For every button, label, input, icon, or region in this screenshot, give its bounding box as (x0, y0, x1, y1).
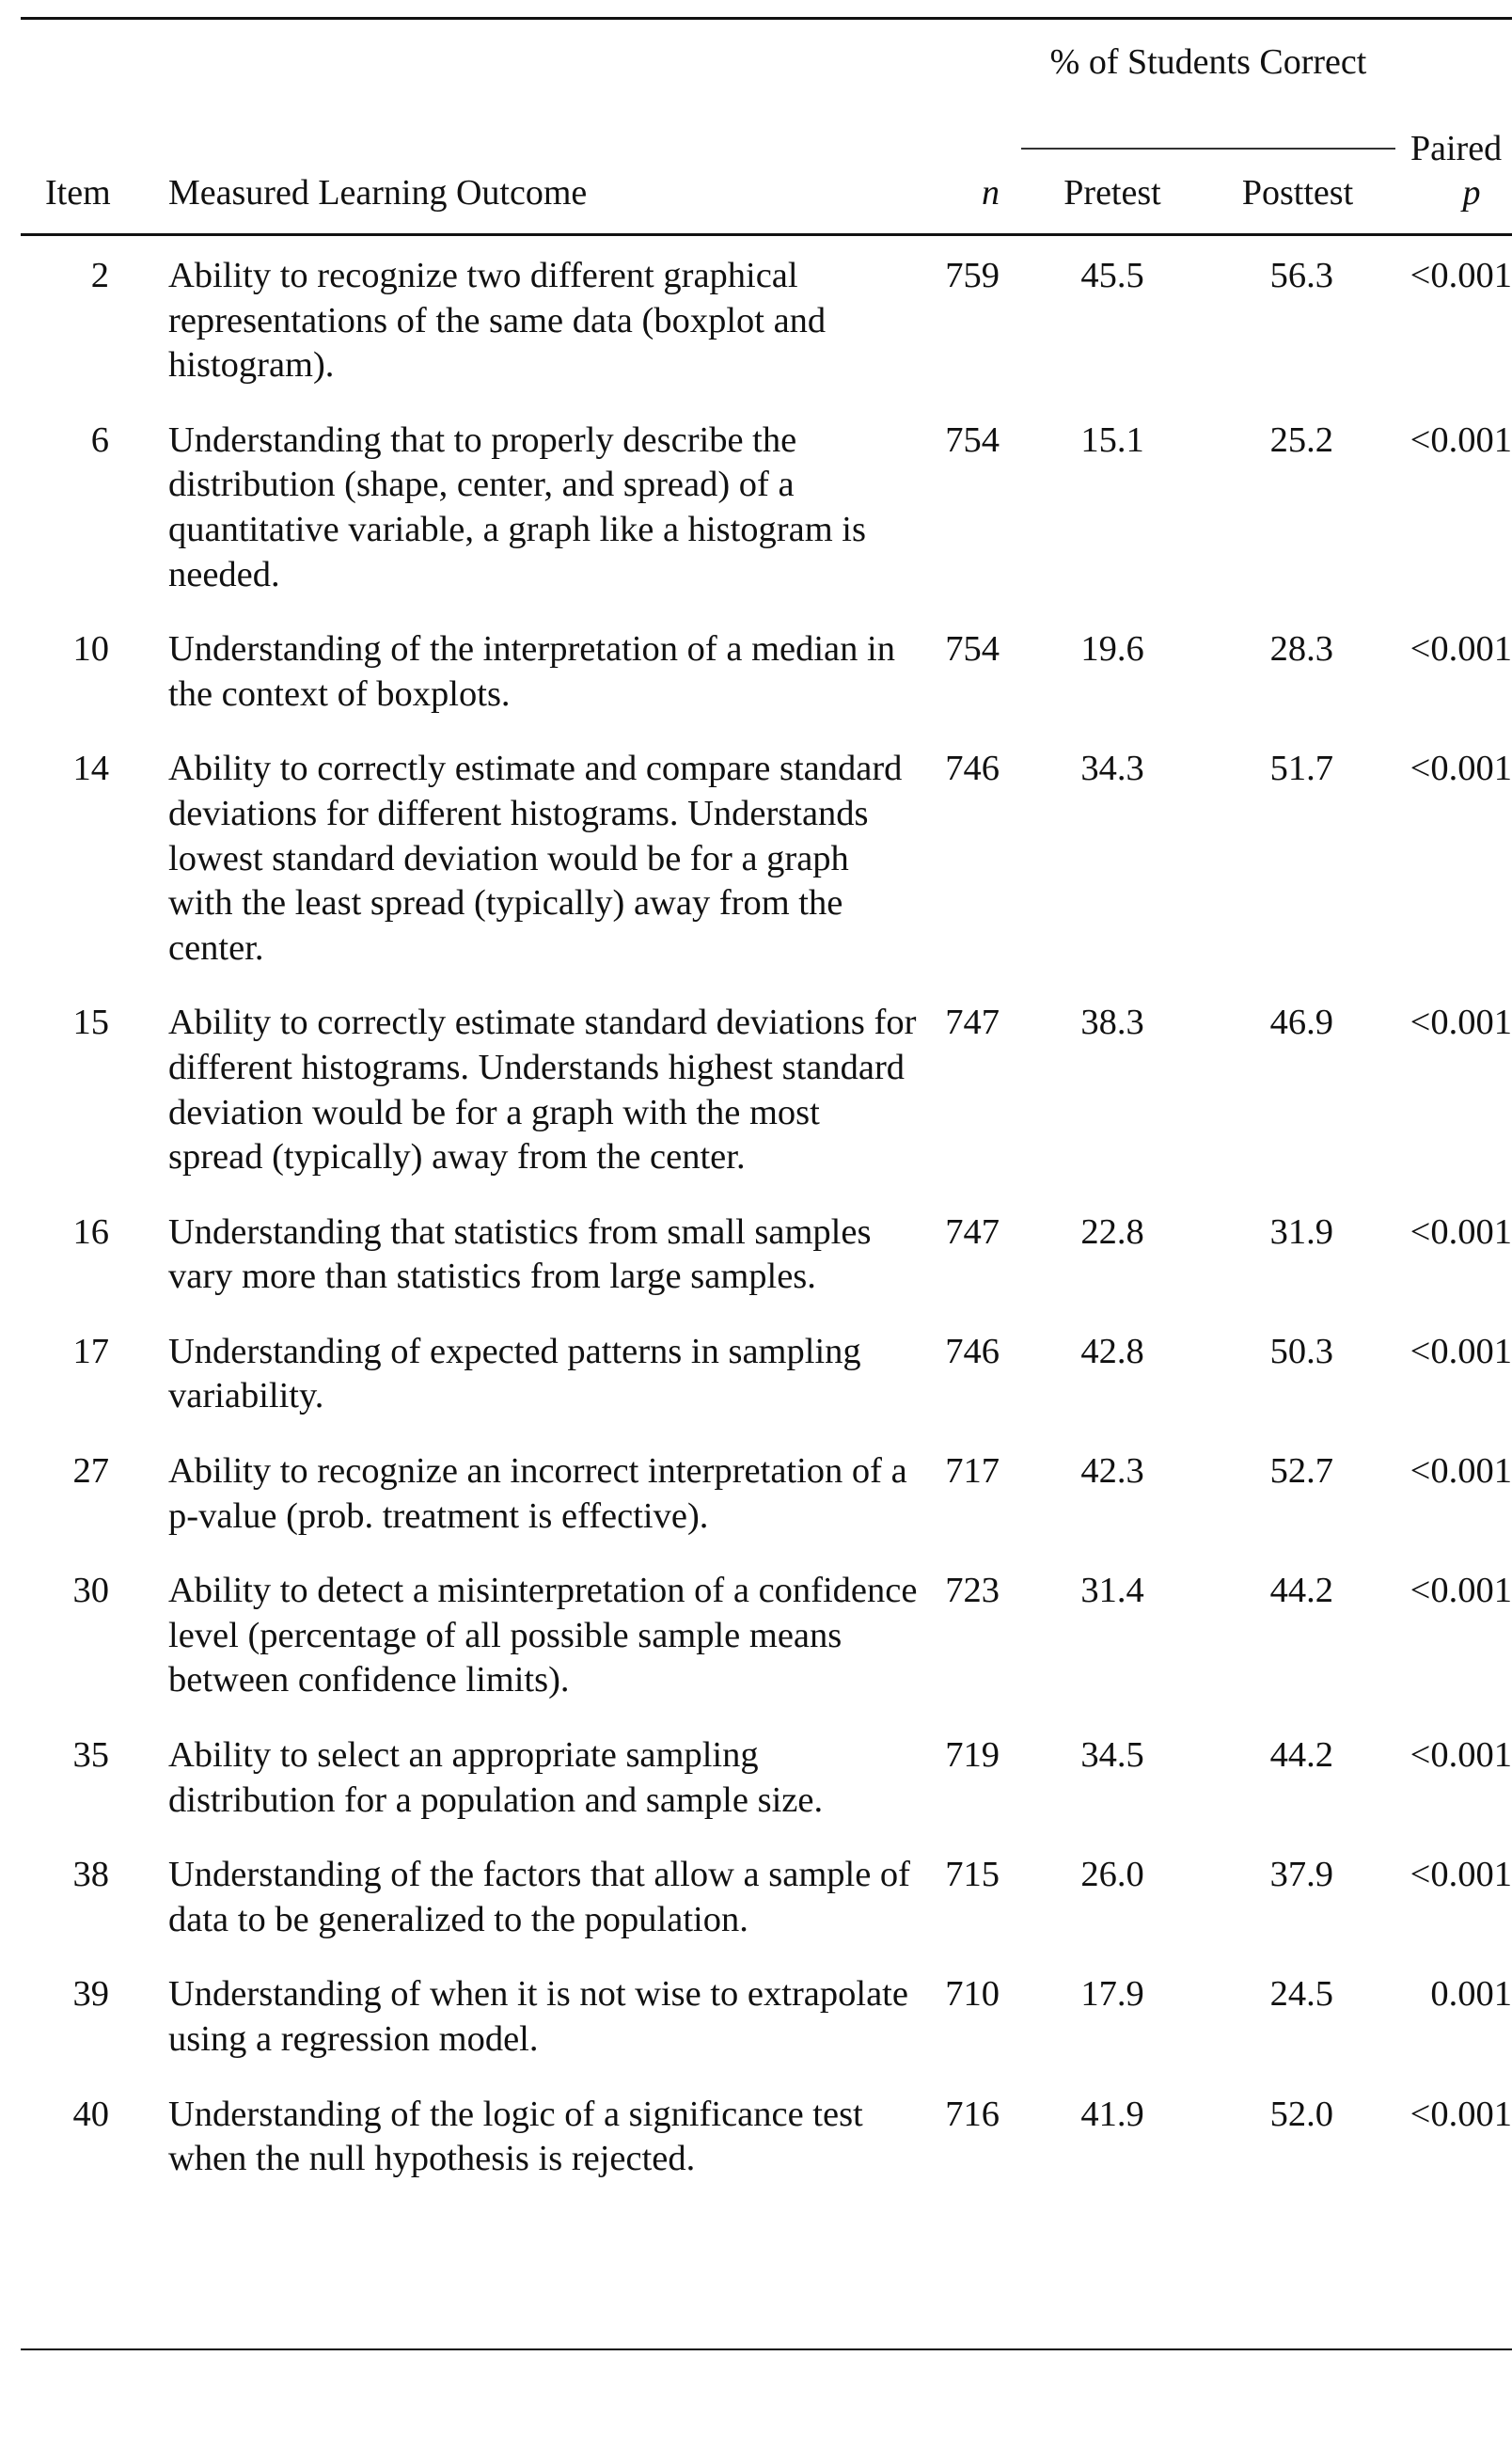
learning-outcome: Ability to detect a misinterpretation of a confidence level (percentage of all possible sample means between confidence limits). (168, 1571, 918, 1700)
item-number: 15 (72, 1003, 109, 1043)
header-outcome: Measured Learning Outcome (168, 173, 588, 213)
posttest-percent: 28.3 (1269, 629, 1333, 670)
item-number: 35 (72, 1735, 109, 1776)
posttest-percent: 37.9 (1269, 1855, 1333, 1895)
sample-size: 719 (945, 1735, 1000, 1776)
p-value: <0.001 (1410, 1451, 1512, 1492)
pretest-percent: 45.5 (1080, 256, 1144, 295)
item-number: 14 (72, 749, 109, 789)
posttest-percent: 24.5 (1269, 1974, 1333, 2015)
sample-size: 717 (945, 1451, 1000, 1492)
learning-outcome: Understanding of expected patterns in sampling variability. (168, 1331, 861, 1416)
pretest-percent: 15.1 (1080, 419, 1144, 460)
item-number: 39 (72, 1974, 109, 2015)
sample-size: 754 (945, 629, 1000, 670)
p-value: <0.001 (1410, 256, 1512, 295)
table-row (0, 1733, 1512, 1853)
table-row (0, 1853, 1512, 1972)
pretest-percent: 17.9 (1080, 1974, 1144, 2015)
posttest-percent: 25.2 (1269, 419, 1333, 460)
pretest-percent: 34.3 (1080, 749, 1144, 789)
posttest-percent: 46.9 (1269, 1003, 1333, 1043)
item-number: 17 (72, 1331, 109, 1371)
learning-outcome: Ability to correctly estimate and compare standard deviations for different histograms. Understands lowest standard deviation would be for a graph with the least spread (typically) away from the center. (168, 749, 903, 968)
p-value: <0.001 (1410, 2094, 1512, 2134)
posttest-percent: 50.3 (1269, 1331, 1333, 1371)
sample-size: 754 (945, 419, 1000, 460)
p-value: <0.001 (1410, 1331, 1512, 1371)
posttest-percent: 52.0 (1269, 2094, 1333, 2134)
table-row (0, 747, 1512, 1001)
header-n: n (982, 173, 1000, 213)
header-paired: Paired (1410, 129, 1503, 168)
sample-size: 746 (945, 1331, 1000, 1371)
learning-outcome: Understanding of when it is not wise to extrapolate using a regression model. (168, 1974, 908, 2059)
item-number: 27 (72, 1451, 109, 1492)
header-percent-correct-group: % of Students Correct (1049, 42, 1367, 82)
item-number: 10 (72, 629, 109, 670)
item-number: 16 (72, 1211, 109, 1252)
table-row (0, 1330, 1512, 1449)
pretest-percent: 31.4 (1080, 1571, 1144, 1611)
p-value: <0.001 (1410, 1003, 1512, 1043)
table-bottom-rule (21, 2348, 1512, 2350)
p-value: <0.001 (1410, 629, 1512, 670)
posttest-percent: 44.2 (1269, 1735, 1333, 1776)
item-number: 6 (90, 419, 109, 460)
sample-size: 710 (945, 1974, 1000, 2015)
table-row (0, 1569, 1512, 1733)
table-row (0, 419, 1512, 627)
header-item: Item (45, 173, 111, 213)
sample-size: 716 (945, 2094, 1000, 2134)
sample-size: 723 (945, 1571, 1000, 1611)
learning-outcome: Understanding of the interpretation of a median in the context of boxplots. (168, 629, 895, 714)
learning-outcome: Ability to select an appropriate sampling distribution for a population and sample size. (168, 1735, 824, 1820)
p-value: <0.001 (1410, 1855, 1512, 1895)
p-value: <0.001 (1410, 749, 1512, 789)
pretest-percent: 26.0 (1080, 1855, 1144, 1895)
p-value: <0.001 (1410, 1571, 1512, 1611)
p-value: <0.001 (1410, 1735, 1512, 1776)
posttest-percent: 52.7 (1269, 1451, 1333, 1492)
sample-size: 747 (945, 1211, 1000, 1252)
pretest-percent: 34.5 (1080, 1735, 1144, 1776)
item-number: 40 (72, 2094, 109, 2134)
learning-outcome: Ability to correctly estimate standard deviations for different histograms. Understands highest standard deviation would be for a graph with the most spread (typically) away from the center. (168, 1003, 917, 1178)
header-p: p (1462, 173, 1481, 213)
posttest-percent: 44.2 (1269, 1571, 1333, 1611)
table-row (0, 1001, 1512, 1210)
learning-outcome: Understanding of the logic of a significance test when the null hypothesis is rejected. (168, 2094, 863, 2179)
p-value: <0.001 (1410, 419, 1512, 460)
learning-outcome: Understanding that statistics from small samples vary more than statistics from large samples. (168, 1211, 872, 1297)
item-number: 2 (90, 256, 109, 295)
table-row (0, 2093, 1512, 2212)
table-row (0, 1210, 1512, 1330)
sample-size: 747 (945, 1003, 1000, 1043)
posttest-percent: 51.7 (1269, 749, 1333, 789)
table-row (0, 1972, 1512, 2092)
header-pretest: Pretest (1063, 173, 1161, 213)
header-group-underline (1021, 148, 1395, 150)
table-row (0, 254, 1512, 419)
p-value: 0.001 (1430, 1974, 1512, 2015)
pretest-percent: 19.6 (1080, 629, 1144, 670)
table-body (0, 254, 1512, 2212)
pretest-percent: 22.8 (1080, 1211, 1144, 1252)
table-row (0, 1449, 1512, 1569)
table-top-rule (21, 17, 1512, 20)
sample-size: 759 (945, 256, 1000, 295)
pretest-percent: 41.9 (1080, 2094, 1144, 2134)
sample-size: 715 (945, 1855, 1000, 1895)
table-row (0, 627, 1512, 747)
learning-outcome: Understanding of the factors that allow a sample of data to be generalized to the population. (168, 1855, 911, 1939)
pretest-percent: 42.8 (1080, 1331, 1144, 1371)
posttest-percent: 56.3 (1269, 256, 1333, 295)
item-number: 30 (72, 1571, 109, 1611)
item-number: 38 (72, 1855, 109, 1895)
header-posttest: Posttest (1241, 173, 1354, 213)
learning-outcome: Ability to recognize an incorrect interpretation of a p-value (prob. treatment is effective). (168, 1451, 907, 1536)
pretest-percent: 42.3 (1080, 1451, 1144, 1492)
learning-outcome: Understanding that to properly describe the distribution (shape, center, and spread) of a quantitative variable, a graph like a histogram is needed. (168, 419, 866, 594)
posttest-percent: 31.9 (1269, 1211, 1333, 1252)
learning-outcome: Ability to recognize two different graphical representations of the same data (boxplot and histogram). (168, 256, 827, 386)
sample-size: 746 (945, 749, 1000, 789)
pretest-percent: 38.3 (1080, 1003, 1144, 1043)
p-value: <0.001 (1410, 1211, 1512, 1252)
header-bottom-rule (21, 233, 1512, 236)
